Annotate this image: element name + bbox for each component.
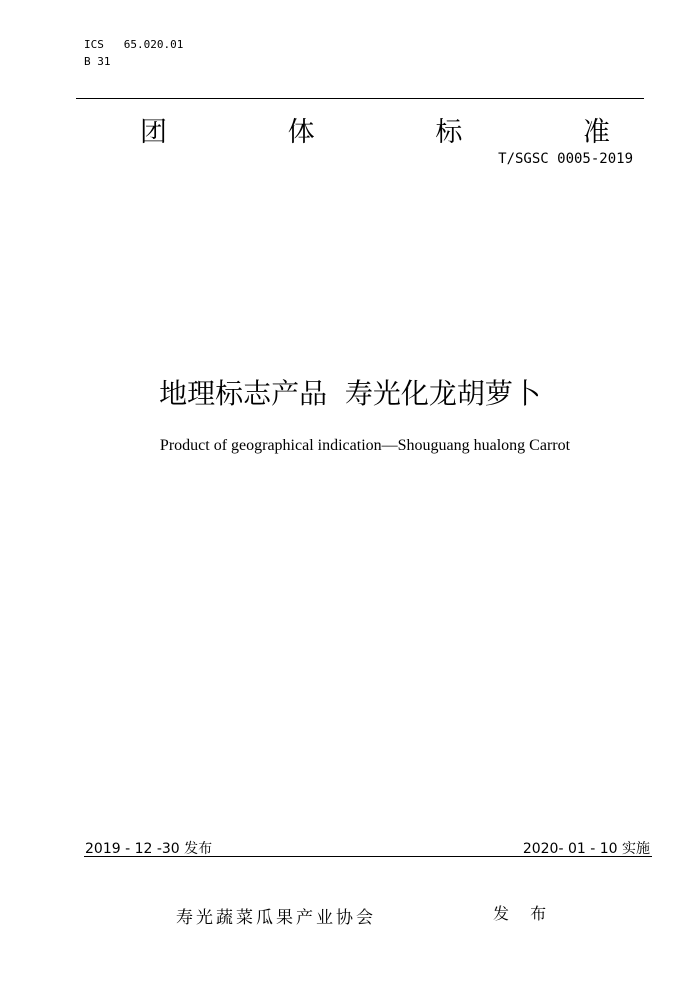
publish-label: 发 布 (493, 904, 555, 923)
publisher-name: 寿光蔬菜瓜果产业协会 (176, 908, 376, 928)
top-divider (76, 98, 644, 99)
bottom-divider (84, 856, 652, 857)
document-title-en: Product of geographical indication—Shouguang hualong Carrot (159, 437, 571, 454)
standard-type-char: 团 (140, 117, 167, 148)
issue-date: 2019 - 12 -30 发布 (85, 841, 213, 857)
standard-type-char: 准 (582, 117, 610, 148)
standard-type-char: 标 (435, 117, 463, 148)
implementation-date: 2020- 01 - 10 实施 (522, 841, 650, 857)
ccs-code: B 31 (84, 55, 111, 68)
standard-type-heading (140, 110, 610, 149)
document-title-zh: 地理标志产品 寿光化龙胡萝卜 (159, 377, 541, 410)
standard-code: T/SGSC 0005-2019 (498, 151, 633, 167)
standard-type-char: 体 (287, 117, 315, 148)
classification-block (84, 36, 183, 70)
ics-code: ICS 65.020.01 (84, 38, 184, 51)
